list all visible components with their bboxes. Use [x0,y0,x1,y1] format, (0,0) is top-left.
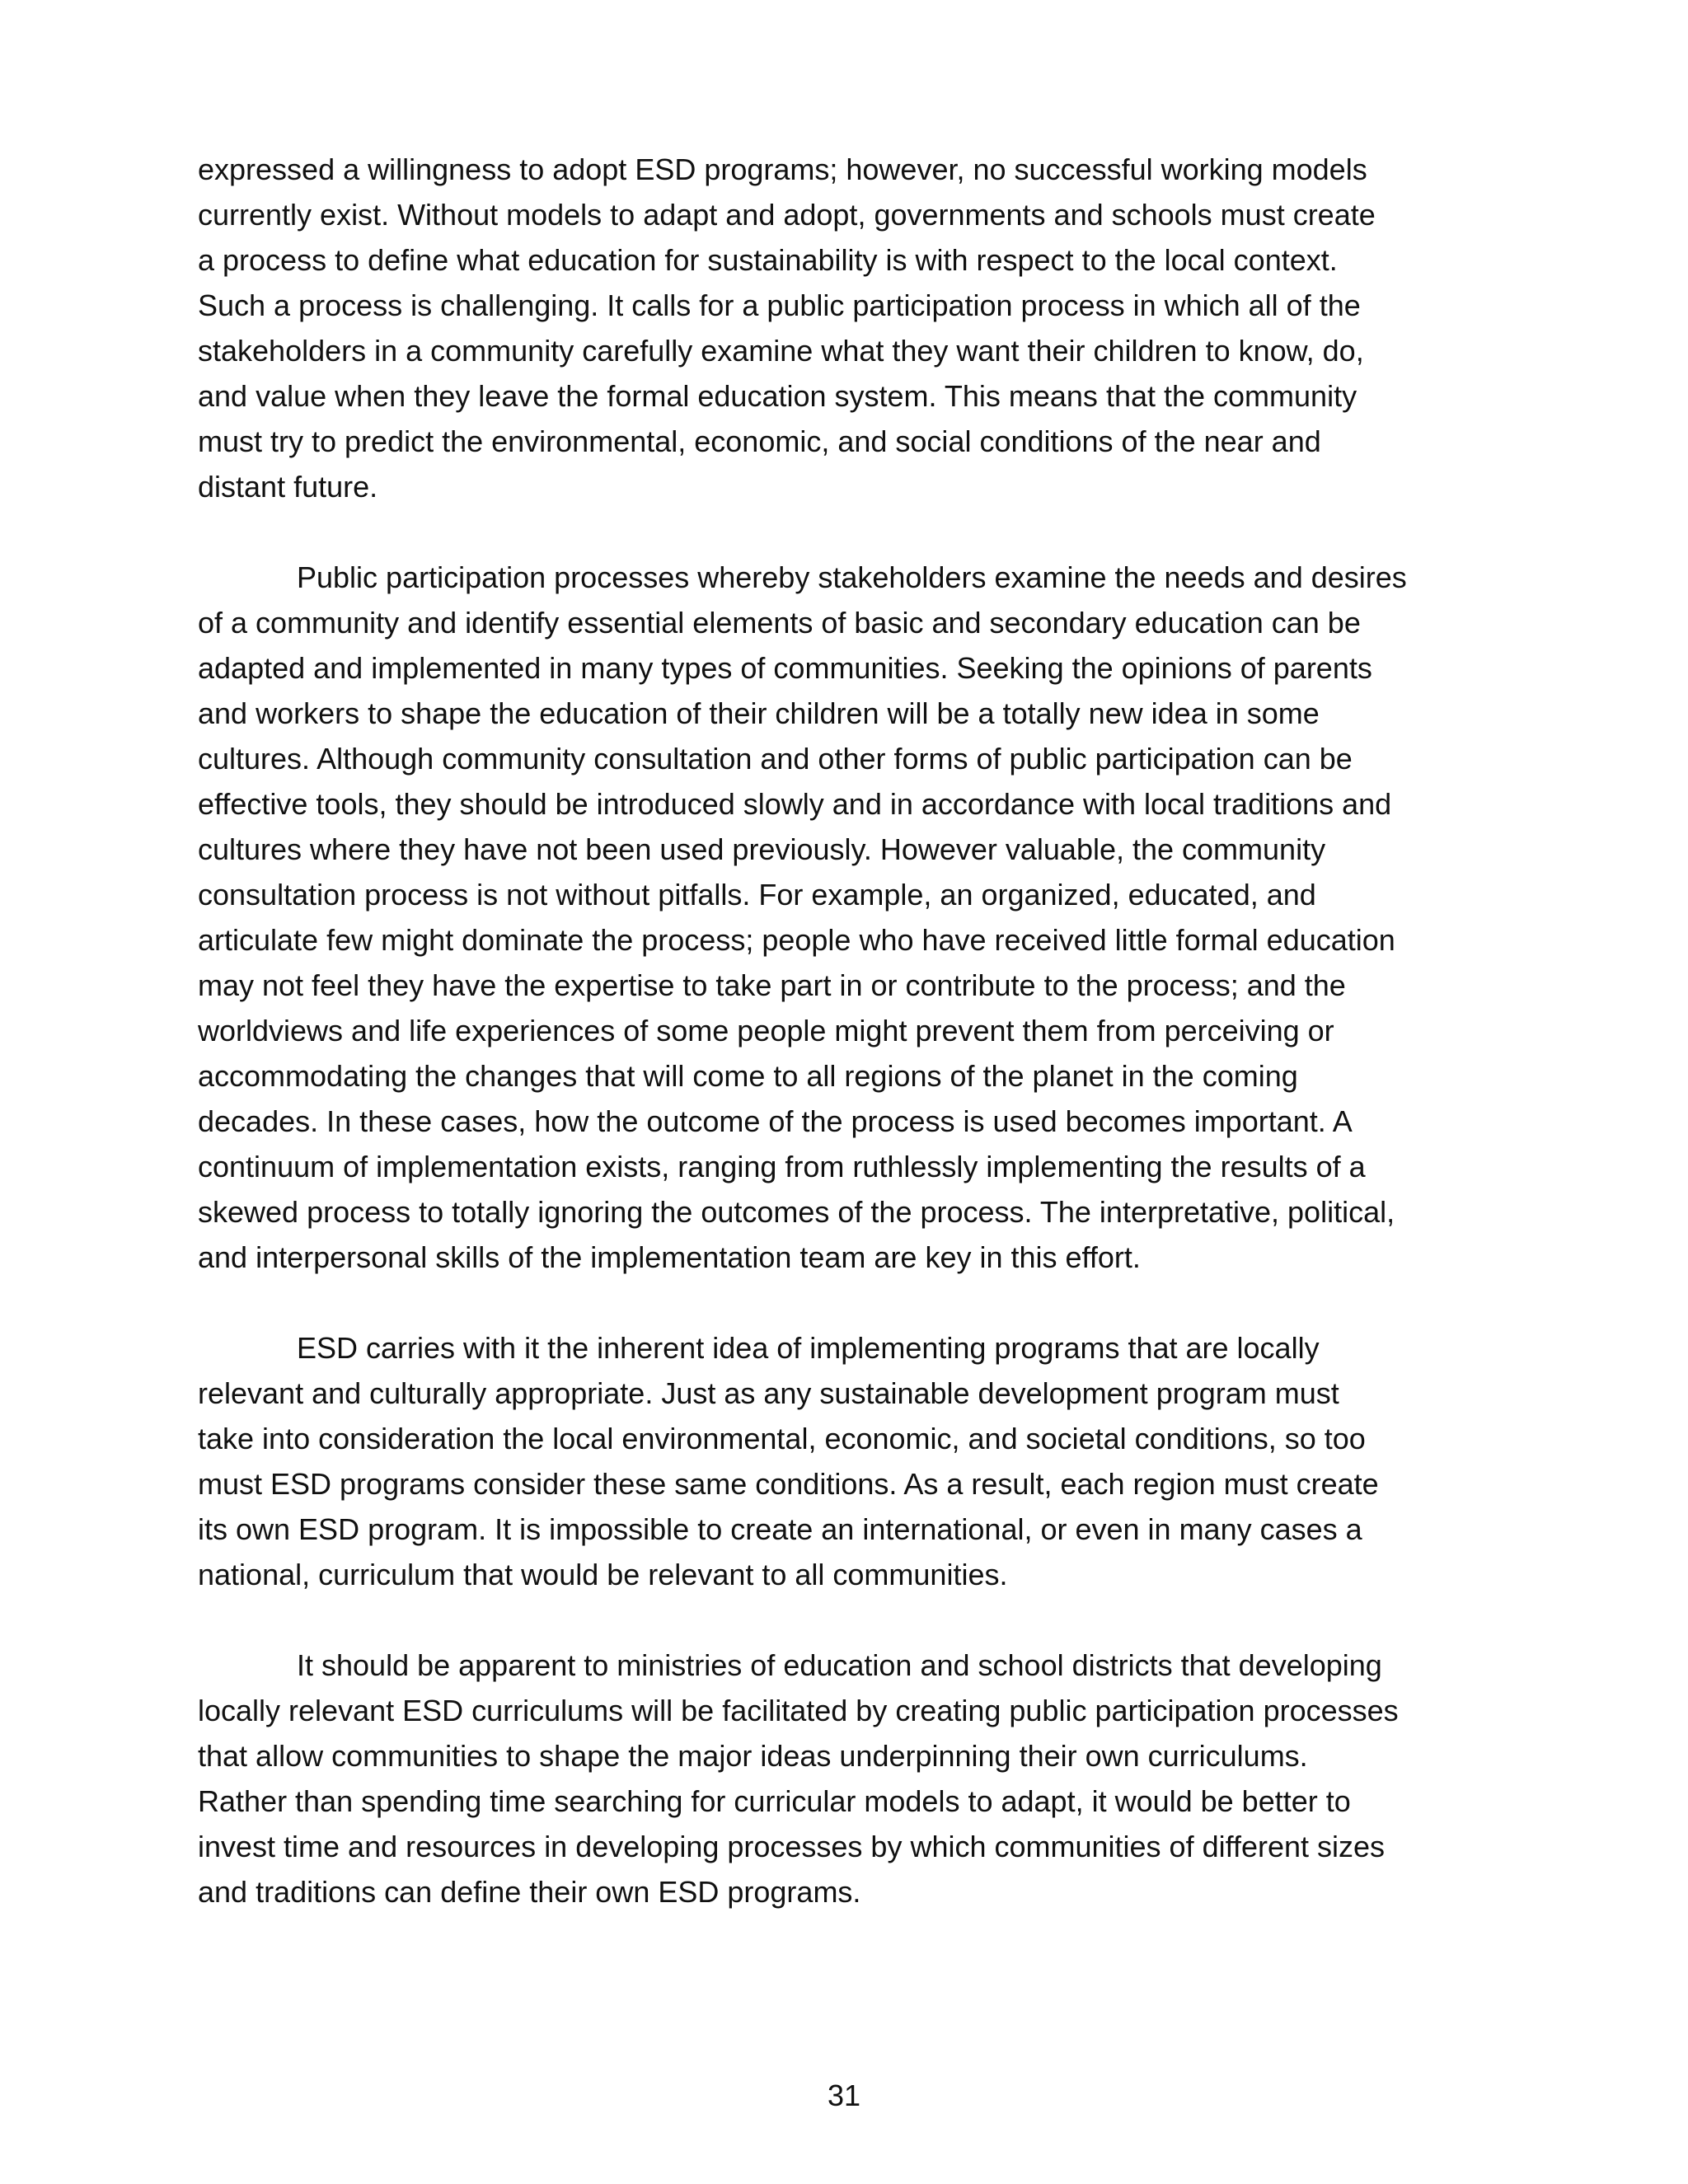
text-line: currently exist. Without models to adapt and adopt, governments and schools must create [198,198,1376,232]
text-line: distant future. [198,470,378,504]
text-line: Public participation processes whereby stakeholders examine the needs and desires [297,560,1407,594]
paragraph-2 [198,555,1500,1280]
paragraph-4 [198,1643,1500,1915]
text-line: must ESD programs consider these same conditions. As a result, each region must create [198,1467,1379,1501]
text-line: accommodating the changes that will come to all regions of the planet in the coming [198,1059,1298,1093]
text-line: of a community and identify essential elements of basic and secondary education can be [198,606,1361,640]
text-line: adapted and implemented in many types of communities. Seeking the opinions of parents [198,651,1372,685]
text-line: and traditions can define their own ESD programs. [198,1875,861,1909]
text-line: consultation process is not without pitfalls. For example, an organized, educated, and [198,878,1316,912]
text-line: that allow communities to shape the major ideas underpinning their own curriculums. [198,1739,1308,1773]
text-line: relevant and culturally appropriate. Just as any sustainable development program must [198,1376,1339,1410]
text-line: worldviews and life experiences of some people might prevent them from perceiving or [198,1014,1334,1047]
text-line: effective tools, they should be introduced slowly and in accordance with local traditions and [198,787,1392,821]
text-line: decades. In these cases, how the outcome of the process is used becomes important. A [198,1104,1353,1138]
text-line: may not feel they have the expertise to take part in or contribute to the process; and the [198,968,1346,1002]
text-line: and workers to shape the education of their children will be a totally new idea in some [198,696,1320,730]
text-line: It should be apparent to ministries of education and school districts that developing [297,1648,1382,1682]
text-line: stakeholders in a community carefully examine what they want their children to know, do, [198,334,1364,368]
body-text [198,147,1500,1915]
text-line: invest time and resources in developing processes by which communities of different sizes [198,1830,1386,1863]
paragraph-1 [198,147,1500,509]
text-line: Rather than spending time searching for curricular models to adapt, it would be better to [198,1784,1351,1818]
text-line: and value when they leave the formal education system. This means that the community [198,379,1357,413]
text-line: its own ESD program. It is impossible to create an international, or even in many cases a [198,1512,1362,1546]
text-line: a process to define what education for sustainability is with respect to the local context. [198,243,1338,277]
text-line: and interpersonal skills of the implementation team are key in this effort. [198,1240,1141,1274]
text-line: must try to predict the environmental, economic, and social conditions of the near and [198,424,1321,458]
text-line: cultures. Although community consultation and other forms of public participation can be [198,742,1353,776]
text-line: cultures where they have not been used previously. However valuable, the community [198,832,1326,866]
paragraph-3 [198,1325,1500,1597]
text-line: locally relevant ESD curriculums will be facilitated by creating public participation processes [198,1694,1399,1727]
text-line: skewed process to totally ignoring the outcomes of the process. The interpretative, political, [198,1195,1395,1229]
text-line: take into consideration the local environmental, economic, and societal conditions, so too [198,1422,1366,1455]
text-line: ESD carries with it the inherent idea of implementing programs that are locally [297,1331,1320,1365]
page-number: 31 [827,2079,861,2112]
text-line: Such a process is challenging. It calls for a public participation process in which all of the [198,288,1361,322]
text-line: national, curriculum that would be relevant to all communities. [198,1558,1008,1591]
text-line: articulate few might dominate the process; people who have received little formal education [198,923,1395,957]
text-line: expressed a willingness to adopt ESD programs; however, no successful working models [198,152,1367,186]
text-line: continuum of implementation exists, ranging from ruthlessly implementing the results of a [198,1150,1366,1183]
